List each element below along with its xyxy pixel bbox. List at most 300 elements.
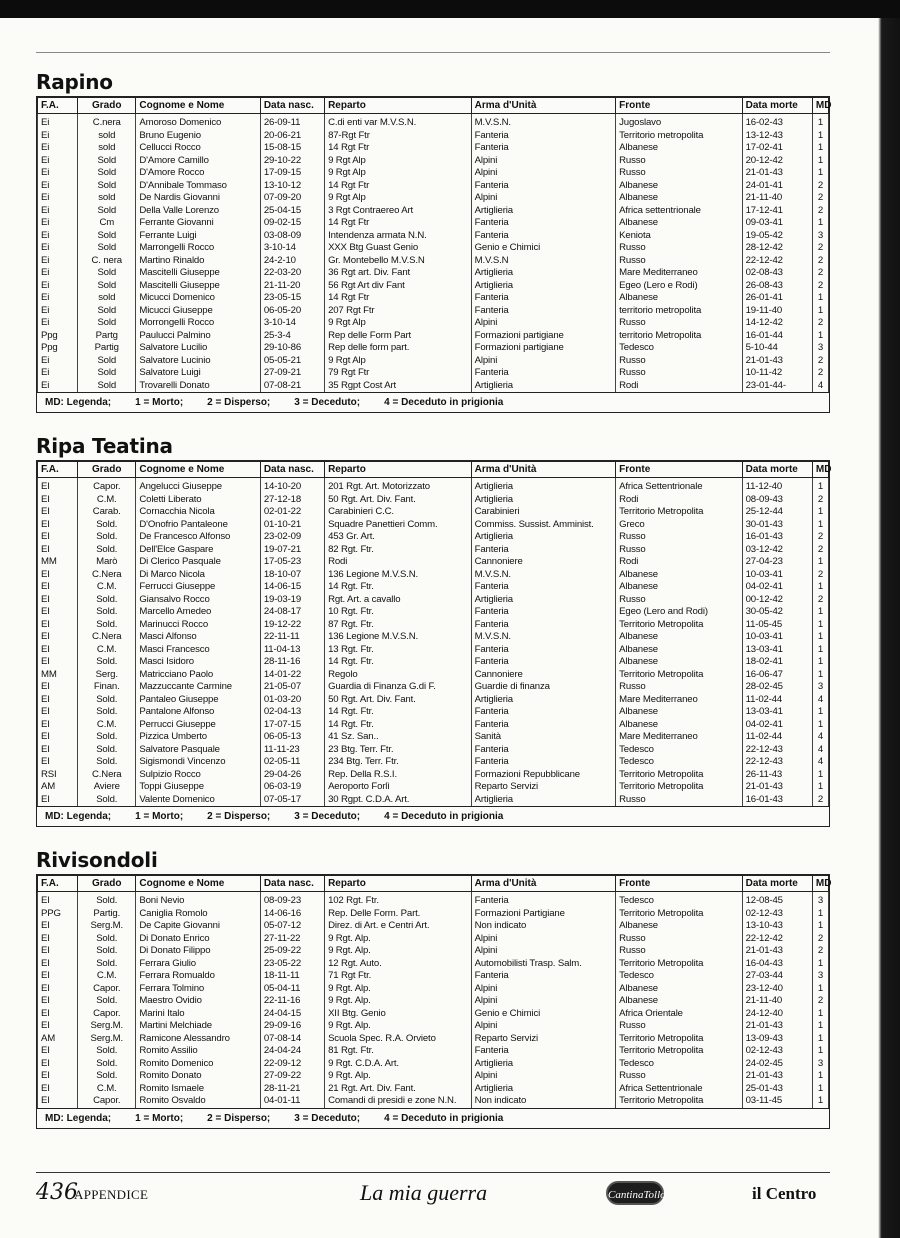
col-grado: Sold.: [78, 945, 136, 958]
col-nome: Coletti Liberato: [136, 494, 260, 507]
table-row: [38, 920, 829, 933]
col-md: 2: [812, 544, 828, 557]
table-row: [38, 1020, 829, 1033]
col-arma: Artiglieria: [471, 594, 616, 607]
col-grado: C.M.: [78, 970, 136, 983]
header-col-fa: F.A.: [38, 98, 78, 114]
col-fronte: Africa Orientale: [616, 1008, 742, 1021]
table-row: [38, 794, 829, 807]
col-nome: D'Annibale Tommaso: [136, 180, 260, 193]
col-data-morte: 21-01-43: [742, 945, 812, 958]
col-data-nasc: 02-04-13: [260, 706, 324, 719]
col-fronte: Albanese: [616, 995, 742, 1008]
col-fa: EI: [38, 531, 78, 544]
col-nome: Ferrara Tolmino: [136, 983, 260, 996]
col-reparto: 13 Rgt. Ftr.: [325, 644, 472, 657]
col-data-nasc: 09-02-15: [260, 217, 324, 230]
col-data-morte: 16-01-43: [742, 794, 812, 807]
col-fa: Ei: [38, 205, 78, 218]
col-data-morte: 19-11-40: [742, 305, 812, 318]
col-reparto: 9 Rgt. Alp.: [325, 1020, 472, 1033]
col-nome: Matricciano Paolo: [136, 669, 260, 682]
md-legend: [37, 806, 829, 826]
col-md: 4: [812, 731, 828, 744]
col-data-nasc: 13-10-12: [260, 180, 324, 193]
col-arma: Cannoniere: [471, 669, 616, 682]
col-fa: EI: [38, 1095, 78, 1108]
col-nome: Amoroso Domenico: [136, 114, 260, 130]
col-arma: Fanteria: [471, 180, 616, 193]
col-reparto: 71 Rgt Ftr.: [325, 970, 472, 983]
col-data-nasc: 23-05-15: [260, 292, 324, 305]
table-row: [38, 506, 829, 519]
col-nome: Romito Osvaldo: [136, 1095, 260, 1108]
col-md: 2: [812, 242, 828, 255]
col-arma: Fanteria: [471, 656, 616, 669]
col-md: 1: [812, 155, 828, 168]
table-row: [38, 192, 829, 205]
col-data-morte: 16-06-47: [742, 669, 812, 682]
col-fa: RSI: [38, 769, 78, 782]
col-nome: Sigismondi Vincenzo: [136, 756, 260, 769]
col-md: 2: [812, 569, 828, 582]
col-data-nasc: 07-08-14: [260, 1033, 324, 1046]
col-fa: Ei: [38, 242, 78, 255]
col-reparto: 81 Rgt. Ftr.: [325, 1045, 472, 1058]
table-row: [38, 781, 829, 794]
col-data-morte: 28-02-45: [742, 681, 812, 694]
col-arma: Cannoniere: [471, 556, 616, 569]
col-fronte: Africa Settentrionale: [616, 478, 742, 494]
col-fa: EI: [38, 644, 78, 657]
col-grado: Sold.: [78, 958, 136, 971]
col-fronte: Territorio Metropolita: [616, 781, 742, 794]
col-fa: Ei: [38, 380, 78, 393]
col-fronte: Africa settentrionale: [616, 205, 742, 218]
col-fa: Ei: [38, 142, 78, 155]
legend-item: 3 = Deceduto;: [294, 1112, 361, 1124]
col-arma: Fanteria: [471, 644, 616, 657]
col-md: 2: [812, 267, 828, 280]
col-arma: Guardie di finanza: [471, 681, 616, 694]
table-row: [38, 292, 829, 305]
place-title: Ripa Teatina: [36, 434, 173, 458]
col-reparto: 234 Btg. Terr. Ftr.: [325, 756, 472, 769]
col-arma: M.V.S.N.: [471, 569, 616, 582]
col-data-morte: 03-11-45: [742, 1095, 812, 1108]
col-grado: sold: [78, 292, 136, 305]
header-col-arma: Arma d'Unità: [471, 462, 616, 478]
col-fa: EI: [38, 945, 78, 958]
col-reparto: 9 Rgt Alp: [325, 192, 472, 205]
header-col-data-nasc: Data nasc.: [260, 98, 324, 114]
col-data-nasc: 08-09-23: [260, 892, 324, 908]
col-nome: Trovarelli Donato: [136, 380, 260, 393]
col-fronte: Africa Settentrionale: [616, 1083, 742, 1096]
col-fa: EI: [38, 1008, 78, 1021]
col-grado: Sold.: [78, 706, 136, 719]
header-col-data-nasc: Data nasc.: [260, 462, 324, 478]
col-data-nasc: 04-01-11: [260, 1095, 324, 1108]
col-fronte: territorio Metropolita: [616, 330, 742, 343]
col-md: 1: [812, 142, 828, 155]
col-fa: Ei: [38, 317, 78, 330]
col-fa: Ei: [38, 292, 78, 305]
col-grado: Sold: [78, 355, 136, 368]
col-grado: Sold: [78, 205, 136, 218]
col-arma: Non indicato: [471, 920, 616, 933]
col-grado: Sold.: [78, 1058, 136, 1071]
table-row: [38, 706, 829, 719]
col-fa: EI: [38, 694, 78, 707]
col-grado: sold: [78, 130, 136, 143]
col-nome: De Nardis Giovanni: [136, 192, 260, 205]
col-md: 2: [812, 494, 828, 507]
col-data-morte: 21-01-43: [742, 1070, 812, 1083]
col-arma: M.V.S.N: [471, 255, 616, 268]
col-nome: De Capite Giovanni: [136, 920, 260, 933]
col-data-nasc: 28-11-21: [260, 1083, 324, 1096]
table-row: [38, 1083, 829, 1096]
table-row: [38, 155, 829, 168]
col-data-nasc: 17-09-15: [260, 167, 324, 180]
col-arma: Non indicato: [471, 1095, 616, 1108]
col-reparto: 35 Rgpt Cost Art: [325, 380, 472, 393]
col-grado: Sold.: [78, 519, 136, 532]
col-nome: Mascitelli Giuseppe: [136, 267, 260, 280]
col-arma: Fanteria: [471, 292, 616, 305]
col-data-nasc: 06-05-20: [260, 305, 324, 318]
col-md: 2: [812, 192, 828, 205]
col-data-nasc: 14-06-15: [260, 581, 324, 594]
col-data-morte: 17-02-41: [742, 142, 812, 155]
col-nome: Micucci Domenico: [136, 292, 260, 305]
col-data-nasc: 25-09-22: [260, 945, 324, 958]
col-nome: Giansalvo Rocco: [136, 594, 260, 607]
col-reparto: 9 Rgt Alp: [325, 155, 472, 168]
legend-item: 1 = Morto;: [135, 1112, 184, 1124]
col-grado: Sold.: [78, 794, 136, 807]
col-arma: Artiglieria: [471, 478, 616, 494]
table-row: [38, 1070, 829, 1083]
col-fa: EI: [38, 1070, 78, 1083]
col-md: 1: [812, 556, 828, 569]
col-arma: Artiglieria: [471, 794, 616, 807]
col-md: 1: [812, 781, 828, 794]
table-row: [38, 478, 829, 494]
col-fronte: Albanese: [616, 292, 742, 305]
header-col-data-morte: Data morte: [742, 462, 812, 478]
col-data-nasc: 11-04-13: [260, 644, 324, 657]
col-grado: Sold.: [78, 933, 136, 946]
col-data-nasc: 19-12-22: [260, 619, 324, 632]
col-fronte: Mare Mediterraneo: [616, 267, 742, 280]
col-data-morte: 11-05-45: [742, 619, 812, 632]
header-col-md: MD: [812, 98, 828, 114]
page-number: 436: [36, 1180, 78, 1205]
table-row: [38, 342, 829, 355]
header-col-data-morte: Data morte: [742, 876, 812, 892]
col-fronte: Russo: [616, 681, 742, 694]
footer-rule: [36, 1172, 830, 1173]
col-fa: Ei: [38, 367, 78, 380]
col-arma: Fanteria: [471, 544, 616, 557]
col-data-nasc: 05-05-21: [260, 355, 324, 368]
col-arma: M.V.S.N.: [471, 631, 616, 644]
col-reparto: 9 Rgt Alp: [325, 355, 472, 368]
col-fa: EI: [38, 983, 78, 996]
col-nome: Masci Isidoro: [136, 656, 260, 669]
col-nome: Salvatore Luigi: [136, 367, 260, 380]
table-row: [38, 970, 829, 983]
table-row: [38, 694, 829, 707]
col-md: 1: [812, 656, 828, 669]
col-data-morte: 5-10-44: [742, 342, 812, 355]
col-data-morte: 22-12-43: [742, 744, 812, 757]
col-fa: EI: [38, 1083, 78, 1096]
col-fa: Ei: [38, 267, 78, 280]
col-md: 3: [812, 892, 828, 908]
col-md: 1: [812, 644, 828, 657]
col-grado: Sold.: [78, 995, 136, 1008]
col-data-morte: 24-12-40: [742, 1008, 812, 1021]
col-reparto: 207 Rgt Ftr: [325, 305, 472, 318]
col-data-morte: 13-03-41: [742, 644, 812, 657]
col-grado: Aviere: [78, 781, 136, 794]
col-data-nasc: 06-05-13: [260, 731, 324, 744]
col-fa: EI: [38, 656, 78, 669]
col-reparto: Scuola Spec. R.A. Orvieto: [325, 1033, 472, 1046]
col-arma: Fanteria: [471, 619, 616, 632]
col-grado: Sold.: [78, 1070, 136, 1083]
col-md: 1: [812, 769, 828, 782]
col-md: 1: [812, 669, 828, 682]
col-fa: AM: [38, 781, 78, 794]
col-md: 2: [812, 255, 828, 268]
col-data-morte: 26-08-43: [742, 280, 812, 293]
col-nome: Marcello Amedeo: [136, 606, 260, 619]
table-row: [38, 330, 829, 343]
col-fronte: Tedesco: [616, 744, 742, 757]
table-row: [38, 769, 829, 782]
col-arma: Fanteria: [471, 581, 616, 594]
col-data-nasc: 19-07-21: [260, 544, 324, 557]
col-arma: Formazioni partigiane: [471, 342, 616, 355]
col-arma: Reparto Servizi: [471, 1033, 616, 1046]
col-md: 1: [812, 167, 828, 180]
col-md: 4: [812, 380, 828, 393]
col-fa: Ei: [38, 255, 78, 268]
col-fronte: Territorio metropolita: [616, 130, 742, 143]
header-col-fronte: Fronte: [616, 98, 742, 114]
col-reparto: 87-Rgt Ftr: [325, 130, 472, 143]
col-data-nasc: 18-10-07: [260, 569, 324, 582]
col-arma: Alpini: [471, 355, 616, 368]
col-nome: Pantalone Alfonso: [136, 706, 260, 719]
table-row: [38, 983, 829, 996]
table-row: [38, 731, 829, 744]
col-fa: EI: [38, 970, 78, 983]
col-arma: Alpini: [471, 983, 616, 996]
col-nome: D'Amore Rocco: [136, 167, 260, 180]
col-grado: C.M.: [78, 581, 136, 594]
col-fronte: Territorio Metropolita: [616, 619, 742, 632]
col-reparto: 30 Rgpt. C.D.A. Art.: [325, 794, 472, 807]
legend-label: MD: Legenda;: [45, 397, 112, 408]
col-reparto: Aeroporto Forlì: [325, 781, 472, 794]
col-grado: Sold: [78, 180, 136, 193]
col-md: 2: [812, 180, 828, 193]
col-grado: Sold.: [78, 1045, 136, 1058]
col-grado: Marò: [78, 556, 136, 569]
col-nome: Romito Domenico: [136, 1058, 260, 1071]
col-arma: Formazioni Repubblicane: [471, 769, 616, 782]
table-row: [38, 142, 829, 155]
col-data-nasc: 06-03-19: [260, 781, 324, 794]
table-row: [38, 581, 829, 594]
col-nome: Perrucci Giuseppe: [136, 719, 260, 732]
book-title: La mia guerra: [360, 1180, 488, 1205]
table-row: [38, 656, 829, 669]
col-fa: EI: [38, 619, 78, 632]
col-nome: Mazzuccante Carmine: [136, 681, 260, 694]
col-reparto: 9 Rgt. Alp.: [325, 995, 472, 1008]
col-arma: Artiglieria: [471, 694, 616, 707]
col-data-morte: 03-12-42: [742, 544, 812, 557]
col-grado: Sold.: [78, 606, 136, 619]
col-data-morte: 13-12-43: [742, 130, 812, 143]
col-arma: Formazioni partigiane: [471, 330, 616, 343]
table-header-row: [38, 876, 829, 892]
col-reparto: 10 Rgt. Ftr.: [325, 606, 472, 619]
col-arma: Genio e Chimici: [471, 242, 616, 255]
col-data-morte: 23-12-40: [742, 983, 812, 996]
col-data-morte: 11-02-44: [742, 694, 812, 707]
col-grado: Sold: [78, 167, 136, 180]
col-nome: Pizzica Umberto: [136, 731, 260, 744]
col-fronte: Jugoslavo: [616, 114, 742, 130]
col-data-morte: 19-05-42: [742, 230, 812, 243]
col-grado: Carab.: [78, 506, 136, 519]
scan-edge-shadow: [872, 18, 900, 1238]
col-grado: C.M.: [78, 1083, 136, 1096]
col-data-morte: 26-01-41: [742, 292, 812, 305]
col-nome: Paulucci Palmino: [136, 330, 260, 343]
col-md: 2: [812, 367, 828, 380]
table-row: [38, 544, 829, 557]
col-md: 1: [812, 217, 828, 230]
table-row: [38, 594, 829, 607]
col-fronte: Russo: [616, 317, 742, 330]
col-fronte: Albanese: [616, 180, 742, 193]
col-arma: Fanteria: [471, 706, 616, 719]
col-grado: Capor.: [78, 478, 136, 494]
col-reparto: C.di enti var M.V.S.N.: [325, 114, 472, 130]
col-arma: Alpini: [471, 192, 616, 205]
col-fa: EI: [38, 719, 78, 732]
col-fa: EI: [38, 519, 78, 532]
col-data-nasc: 23-02-09: [260, 531, 324, 544]
col-data-nasc: 24-08-17: [260, 606, 324, 619]
col-md: 3: [812, 970, 828, 983]
col-data-nasc: 26-09-11: [260, 114, 324, 130]
col-fa: EI: [38, 995, 78, 1008]
col-reparto: Rep. Delle Form. Part.: [325, 908, 472, 921]
col-md: 4: [812, 756, 828, 769]
col-arma: Fanteria: [471, 744, 616, 757]
col-md: 1: [812, 631, 828, 644]
col-data-morte: 21-11-40: [742, 995, 812, 1008]
col-arma: M.V.S.N.: [471, 114, 616, 130]
cantina-tollo-logo: CantinaTollo: [606, 1181, 664, 1205]
table-row: [38, 1033, 829, 1046]
col-fronte: Russo: [616, 945, 742, 958]
col-reparto: 79 Rgt Ftr: [325, 367, 472, 380]
col-grado: Sold: [78, 280, 136, 293]
col-data-nasc: 02-05-11: [260, 756, 324, 769]
table-row: [38, 644, 829, 657]
col-grado: Cm: [78, 217, 136, 230]
col-data-morte: 11-02-44: [742, 731, 812, 744]
col-reparto: 56 Rgt Art div Fant: [325, 280, 472, 293]
col-fa: MM: [38, 669, 78, 682]
col-reparto: 14 Rgt Ftr: [325, 142, 472, 155]
col-reparto: 453 Gr. Art.: [325, 531, 472, 544]
col-nome: Pantaleo Giuseppe: [136, 694, 260, 707]
col-fa: EI: [38, 892, 78, 908]
header-col-md: MD: [812, 876, 828, 892]
col-grado: C.M.: [78, 644, 136, 657]
col-nome: Di Donato Enrico: [136, 933, 260, 946]
col-data-morte: 10-11-42: [742, 367, 812, 380]
header-col-grado: Grado: [78, 98, 136, 114]
col-grado: Sold.: [78, 744, 136, 757]
table-row: [38, 230, 829, 243]
col-data-morte: 16-04-43: [742, 958, 812, 971]
col-data-morte: 30-01-43: [742, 519, 812, 532]
col-nome: Bruno Eugenio: [136, 130, 260, 143]
col-grado: Serg.M.: [78, 1033, 136, 1046]
col-fronte: Albanese: [616, 142, 742, 155]
col-fa: Ei: [38, 130, 78, 143]
col-reparto: 201 Rgt. Art. Motorizzato: [325, 478, 472, 494]
col-arma: Artiglieria: [471, 267, 616, 280]
col-reparto: 14 Rgt Ftr: [325, 180, 472, 193]
table-row: [38, 719, 829, 732]
col-grado: Sold: [78, 155, 136, 168]
col-data-morte: 13-09-43: [742, 1033, 812, 1046]
col-md: 1: [812, 581, 828, 594]
col-reparto: 9 Rgt. Alp.: [325, 983, 472, 996]
col-nome: Marinucci Rocco: [136, 619, 260, 632]
col-fa: EI: [38, 1020, 78, 1033]
col-fronte: Russo: [616, 1020, 742, 1033]
col-data-nasc: 23-05-22: [260, 958, 324, 971]
col-data-nasc: 27-09-22: [260, 1070, 324, 1083]
col-md: 1: [812, 983, 828, 996]
col-data-nasc: 18-11-11: [260, 970, 324, 983]
col-md: 1: [812, 908, 828, 921]
col-data-nasc: 05-04-11: [260, 983, 324, 996]
col-nome: Marini Italo: [136, 1008, 260, 1021]
col-md: 2: [812, 280, 828, 293]
col-data-nasc: 11-11-23: [260, 744, 324, 757]
col-data-morte: 21-01-43: [742, 1020, 812, 1033]
col-fa: EI: [38, 478, 78, 494]
col-fronte: Tedesco: [616, 342, 742, 355]
col-data-nasc: 07-08-21: [260, 380, 324, 393]
table-row: [38, 355, 829, 368]
